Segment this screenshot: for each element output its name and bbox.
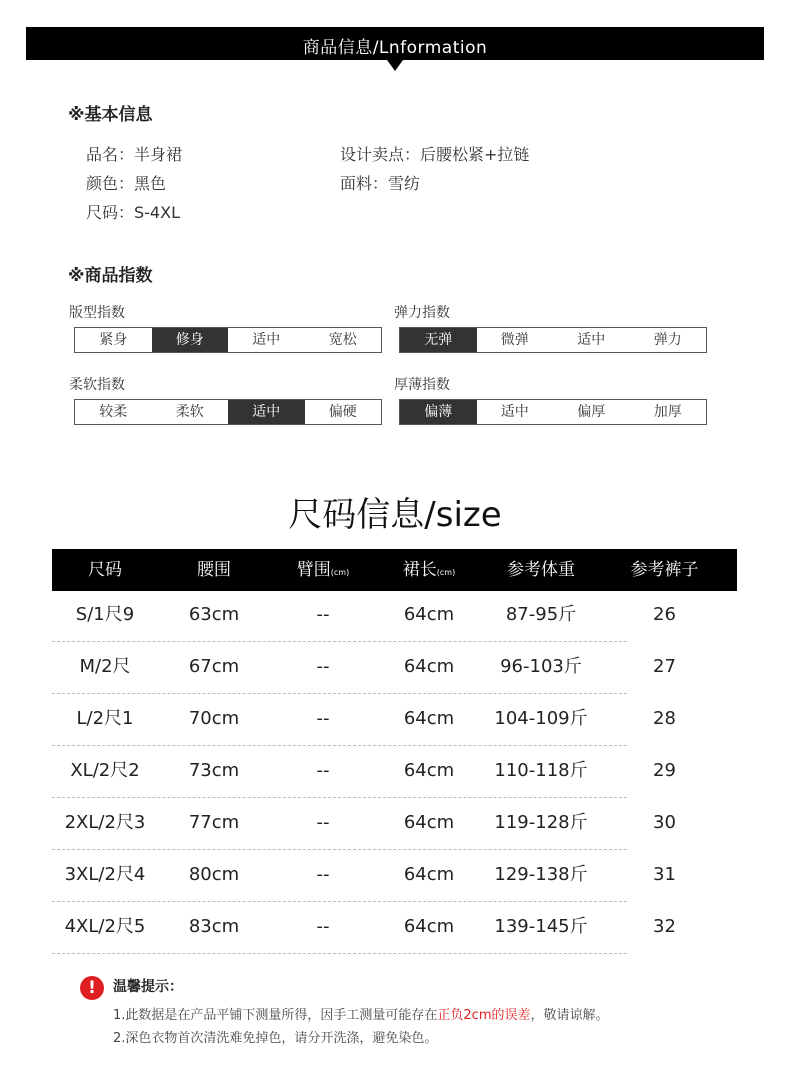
cell-weight: 96-103斤 <box>500 656 582 677</box>
table-row <box>52 850 737 902</box>
fit-index-bar <box>74 327 382 353</box>
header-notch <box>387 60 403 71</box>
cell-size: 4XL/2尺5 <box>64 916 146 937</box>
cell-pants: 31 <box>653 864 676 885</box>
cell-waist: 73cm <box>188 760 240 781</box>
cell-waist: 63cm <box>188 604 240 625</box>
header-weight: 参考体重 <box>507 560 575 580</box>
thick-index-bar <box>399 399 707 425</box>
product-feature: 设计卖点：后腰松紧+拉链 <box>340 145 530 164</box>
fit-option: 紧身 <box>99 332 128 348</box>
header-length <box>376 549 482 591</box>
table-row <box>52 902 737 954</box>
cell-waist: 83cm <box>188 916 240 937</box>
cell-length: 64cm <box>403 812 455 833</box>
fit-option: 适中 <box>252 332 281 348</box>
cell-arm: -- <box>316 812 330 833</box>
thick-option-selected: 偏薄 <box>400 400 477 424</box>
table-row <box>52 746 737 798</box>
cell-weight: 139-145斤 <box>494 916 588 937</box>
cell-size: 2XL/2尺3 <box>64 812 146 833</box>
cell-weight: 119-128斤 <box>494 812 588 833</box>
size-section-title: 尺码信息/size <box>288 495 502 535</box>
index-title: ※商品指数 <box>68 266 153 286</box>
cell-size: XL/2尺2 <box>70 760 140 781</box>
thick-option: 适中 <box>500 404 529 420</box>
notice-line-1-highlight: 正负2cm的误差 <box>437 1008 531 1023</box>
notice-line-2: 2.深色衣物首次清洗难免掉色，请分开洗涤，避免染色。 <box>113 1031 438 1046</box>
cell-length: 64cm <box>403 604 455 625</box>
cell-length: 64cm <box>403 864 455 885</box>
fit-option-selected: 修身 <box>152 328 229 352</box>
soft-option: 较柔 <box>99 404 128 420</box>
cell-waist: 80cm <box>188 864 240 885</box>
product-fabric: 面料：雪纺 <box>340 174 421 193</box>
cell-arm: -- <box>316 604 330 625</box>
soft-index-label: 柔软指数 <box>69 377 125 393</box>
notice-line-1 <box>113 1004 609 1023</box>
cell-length: 64cm <box>403 916 455 937</box>
cell-pants: 30 <box>653 812 676 833</box>
elastic-index-label: 弹力指数 <box>394 305 450 321</box>
cell-weight: 110-118斤 <box>494 760 588 781</box>
thick-index-label: 厚薄指数 <box>394 377 450 393</box>
elastic-option: 弹力 <box>653 332 682 348</box>
header-arm <box>270 549 376 591</box>
fit-option: 宽松 <box>328 332 357 348</box>
soft-option-selected: 适中 <box>228 400 305 424</box>
cell-arm: -- <box>316 760 330 781</box>
elastic-index-bar <box>399 327 707 353</box>
cell-pants: 26 <box>653 604 676 625</box>
header-length-label: 裙长 <box>402 560 437 580</box>
header-arm-unit: (cm) <box>330 568 350 577</box>
header-size: 尺码 <box>88 560 122 580</box>
thick-option: 加厚 <box>653 404 682 420</box>
cell-arm: -- <box>316 708 330 729</box>
product-size: 尺码：S-4XL <box>86 203 180 222</box>
cell-weight: 129-138斤 <box>494 864 588 885</box>
notice-title: 温馨提示： <box>113 979 183 995</box>
elastic-option: 微弹 <box>500 332 529 348</box>
soft-option: 偏硬 <box>328 404 357 420</box>
cell-arm: -- <box>316 656 330 677</box>
cell-weight: 104-109斤 <box>494 708 588 729</box>
cell-waist: 77cm <box>188 812 240 833</box>
thick-option: 偏厚 <box>577 404 606 420</box>
table-row <box>52 642 737 694</box>
header-title: 商品信息/Lnformation <box>302 38 488 58</box>
cell-waist: 67cm <box>188 656 240 677</box>
header-arm-label: 臂围 <box>296 560 331 580</box>
size-table-header <box>52 549 737 591</box>
cell-length: 64cm <box>403 708 455 729</box>
cell-size: 3XL/2尺4 <box>64 864 146 885</box>
notice-line-1-text: 1.此数据是在产品平铺下测量所得，因手工测量可能存在 <box>113 1008 438 1023</box>
header-pants: 参考裤子 <box>630 560 699 580</box>
cell-pants: 28 <box>653 708 676 729</box>
warning-icon: ! <box>80 976 104 1000</box>
header-waist: 腰围 <box>197 560 231 580</box>
cell-size: L/2尺1 <box>76 708 134 729</box>
table-row <box>52 694 737 746</box>
fit-index-label: 版型指数 <box>69 305 125 321</box>
cell-arm: -- <box>316 864 330 885</box>
cell-weight: 87-95斤 <box>505 604 577 625</box>
cell-pants: 32 <box>653 916 676 937</box>
cell-length: 64cm <box>403 760 455 781</box>
product-name: 品名：半身裙 <box>86 145 183 164</box>
cell-arm: -- <box>316 916 330 937</box>
cell-waist: 70cm <box>188 708 240 729</box>
header-length-unit: (cm) <box>436 568 456 577</box>
cell-pants: 27 <box>653 656 676 677</box>
cell-size: M/2尺 <box>79 656 131 677</box>
basic-info-title: ※基本信息 <box>68 105 153 125</box>
cell-length: 64cm <box>403 656 455 677</box>
cell-size: S/1尺9 <box>75 604 135 625</box>
product-color: 颜色：黑色 <box>86 174 167 193</box>
elastic-option-selected: 无弹 <box>400 328 477 352</box>
soft-option: 柔软 <box>175 404 204 420</box>
notice-line-1-tail: ，敬请谅解。 <box>530 1008 609 1023</box>
soft-index-bar <box>74 399 382 425</box>
table-row <box>52 798 737 850</box>
header-banner <box>26 27 764 60</box>
table-row <box>52 590 737 642</box>
elastic-option: 适中 <box>577 332 606 348</box>
row-divider <box>52 953 627 954</box>
cell-pants: 29 <box>653 760 676 781</box>
